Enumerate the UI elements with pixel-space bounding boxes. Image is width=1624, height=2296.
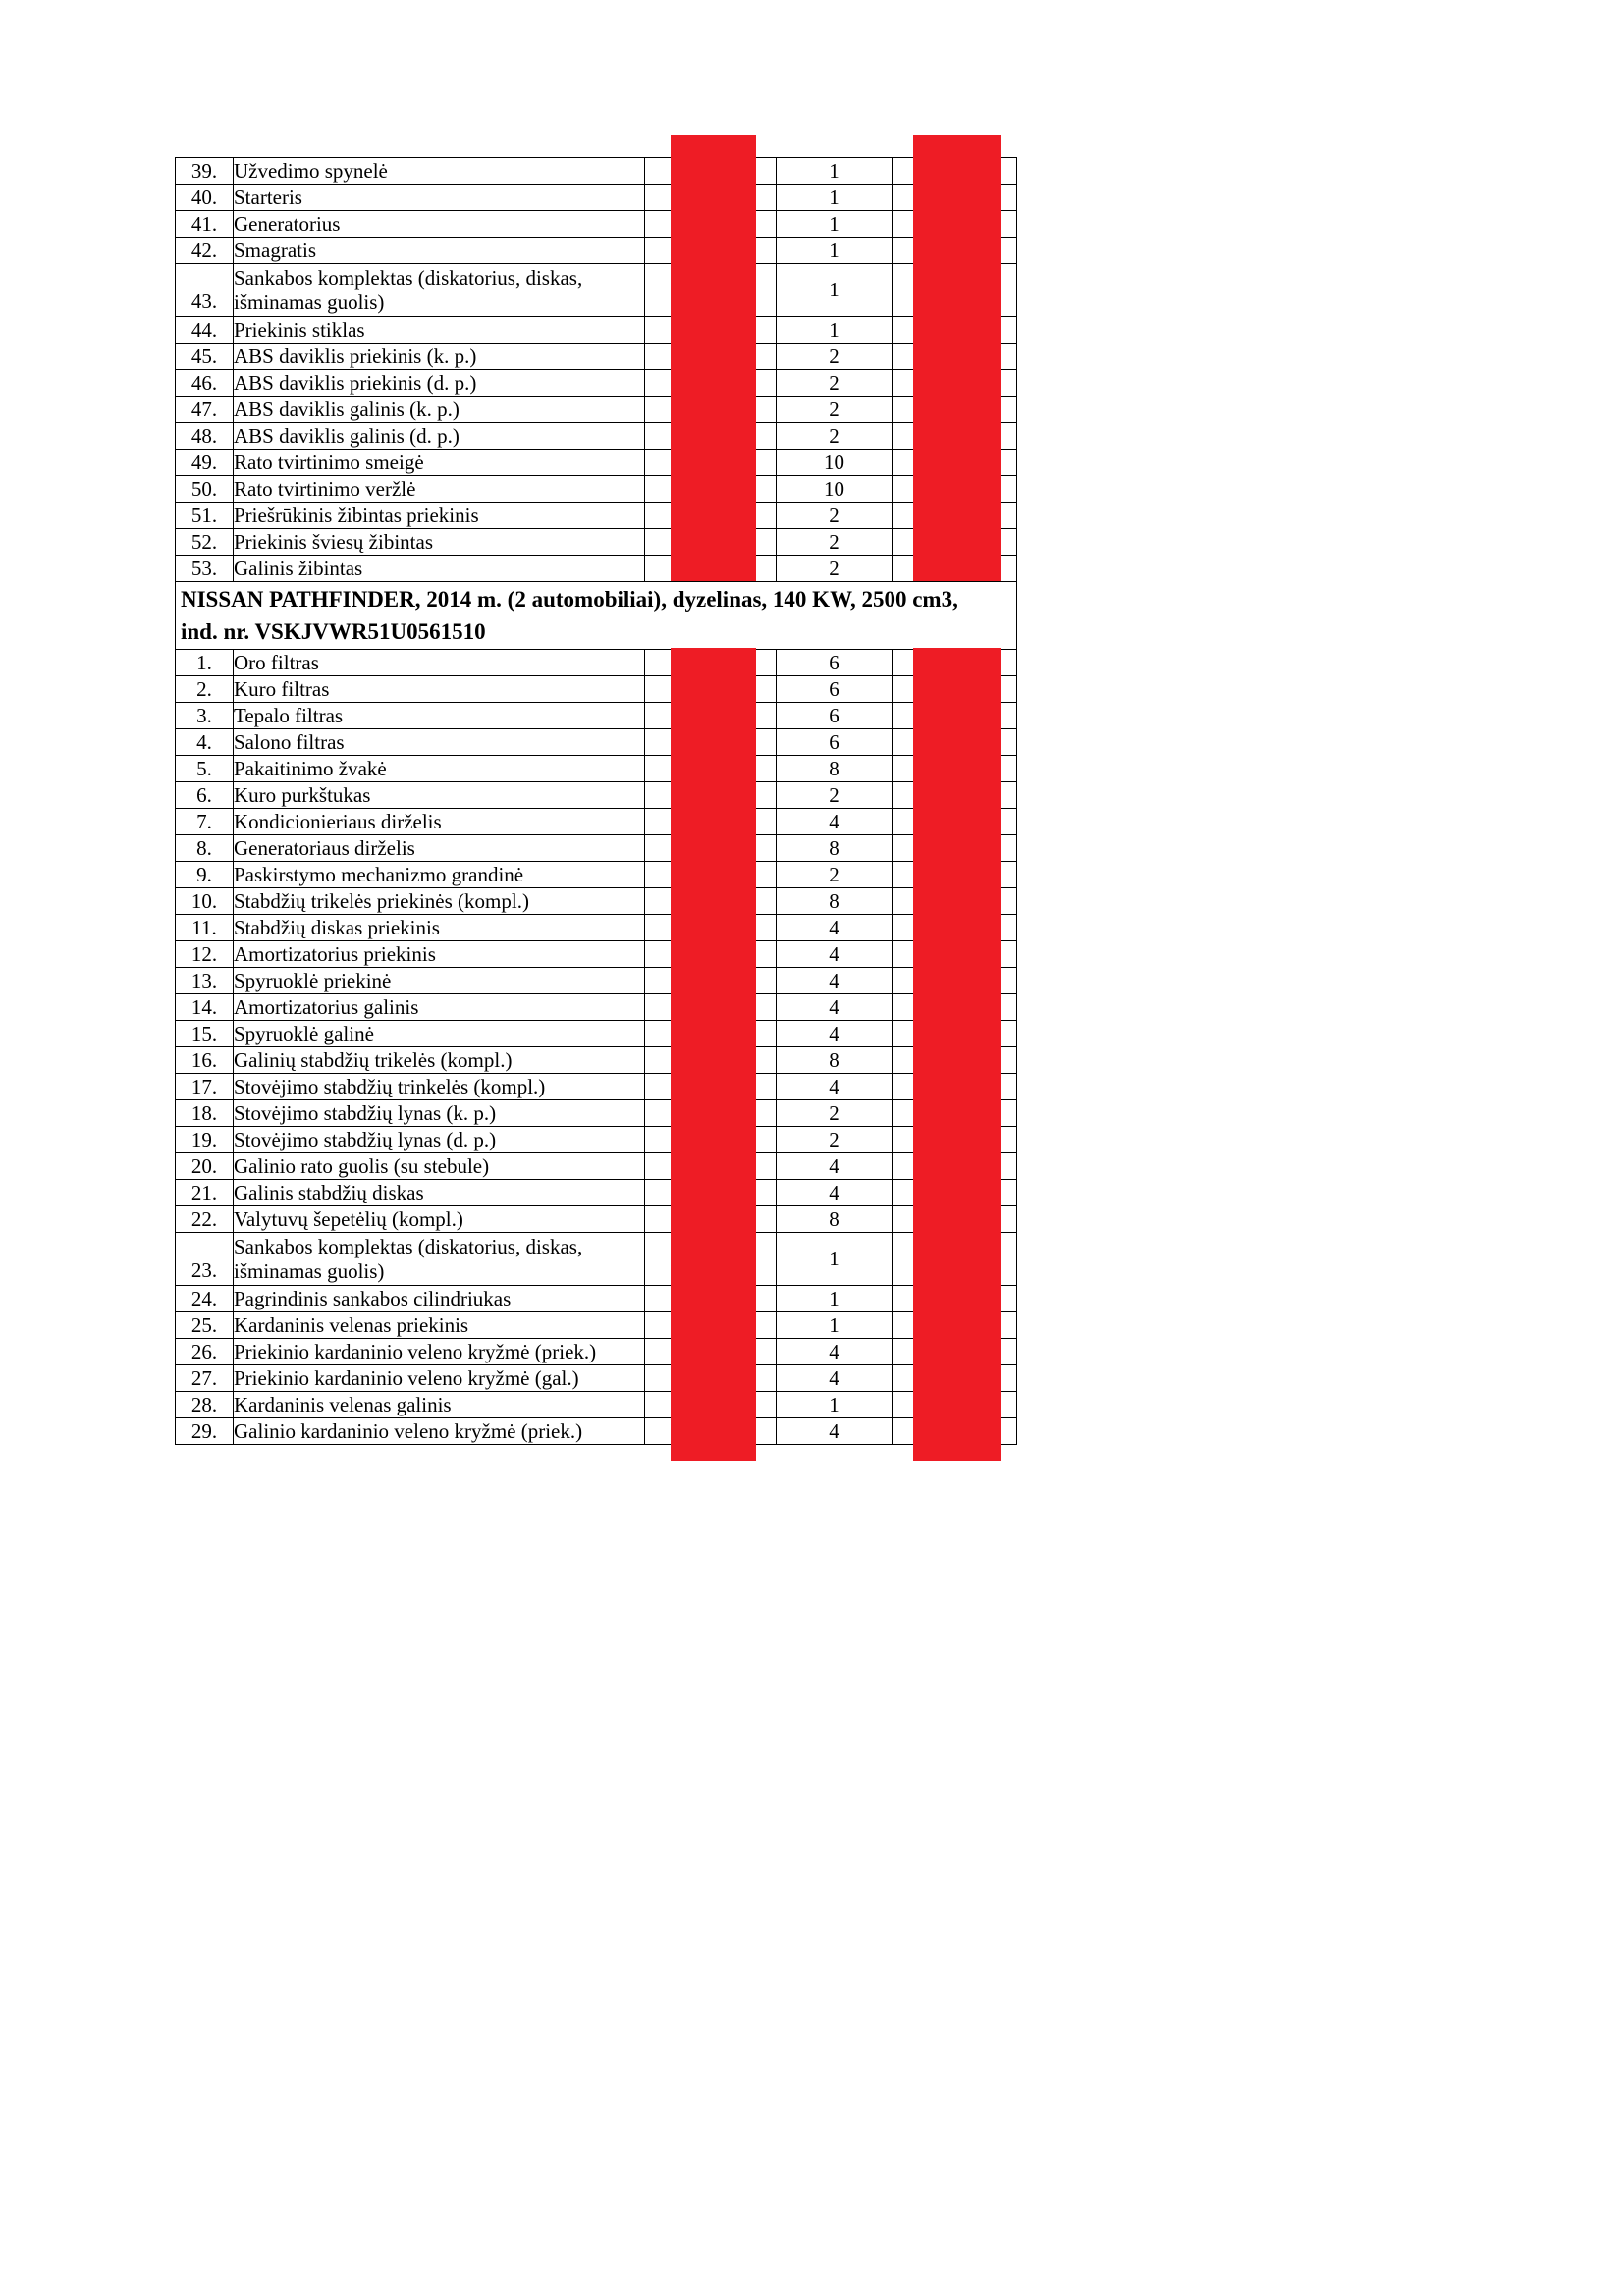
row-number-cell: 50. — [176, 476, 234, 503]
table-row — [176, 915, 1017, 941]
table-row — [176, 423, 1017, 450]
quantity-cell: 6 — [777, 650, 893, 676]
quantity-cell: 8 — [777, 1206, 893, 1233]
row-number-cell: 25. — [176, 1312, 234, 1339]
quantity-cell: 4 — [777, 1180, 893, 1206]
item-name-cell: Pakaitinimo žvakė — [234, 756, 645, 782]
quantity-cell: 2 — [777, 423, 893, 450]
table-row — [176, 503, 1017, 529]
table-row — [176, 1021, 1017, 1047]
item-name-cell: Priešrūkinis žibintas priekinis — [234, 503, 645, 529]
quantity-cell: 4 — [777, 941, 893, 968]
item-name-cell: Generatorius — [234, 211, 645, 238]
quantity-cell: 4 — [777, 1021, 893, 1047]
quantity-cell: 1 — [777, 185, 893, 211]
quantity-cell: 2 — [777, 344, 893, 370]
table-row — [176, 344, 1017, 370]
table-row — [176, 1286, 1017, 1312]
row-number-cell: 13. — [176, 968, 234, 994]
table-row — [176, 703, 1017, 729]
row-number-cell: 20. — [176, 1153, 234, 1180]
row-number-cell: 6. — [176, 782, 234, 809]
section-header-row — [176, 582, 1017, 650]
row-number-cell: 5. — [176, 756, 234, 782]
quantity-cell: 2 — [777, 370, 893, 397]
quantity-cell: 4 — [777, 994, 893, 1021]
row-number-cell: 26. — [176, 1339, 234, 1365]
item-name-cell: Kuro filtras — [234, 676, 645, 703]
table-row — [176, 1047, 1017, 1074]
table-row — [176, 1127, 1017, 1153]
quantity-cell: 1 — [777, 317, 893, 344]
quantity-cell: 6 — [777, 703, 893, 729]
item-name-cell: Kardaninis velenas galinis — [234, 1392, 645, 1418]
row-number-cell: 44. — [176, 317, 234, 344]
table-row — [176, 1206, 1017, 1233]
parts-table-container — [175, 157, 1017, 1445]
redaction-overlay — [913, 135, 1001, 581]
row-number-cell: 45. — [176, 344, 234, 370]
table-row — [176, 888, 1017, 915]
item-name-cell: Stabdžių diskas priekinis — [234, 915, 645, 941]
item-name-cell: Kuro purkštukas — [234, 782, 645, 809]
row-number-cell: 4. — [176, 729, 234, 756]
item-name-cell: Paskirstymo mechanizmo grandinė — [234, 862, 645, 888]
quantity-cell: 1 — [777, 264, 893, 317]
table-row — [176, 317, 1017, 344]
item-name-cell: Amortizatorius priekinis — [234, 941, 645, 968]
quantity-cell: 6 — [777, 729, 893, 756]
item-name-cell: Spyruoklė galinė — [234, 1021, 645, 1047]
table-row — [176, 1153, 1017, 1180]
row-number-cell: 1. — [176, 650, 234, 676]
item-name-cell: Galinio kardaninio veleno kryžmė (priek.) — [234, 1418, 645, 1445]
table-row — [176, 1100, 1017, 1127]
redaction-overlay — [671, 135, 756, 581]
item-name-cell: Sankabos komplektas (diskatorius, diskas, išminamas guolis) — [234, 264, 645, 317]
quantity-cell: 2 — [777, 782, 893, 809]
table-row — [176, 1233, 1017, 1286]
item-name-cell: Galinių stabdžių trikelės (kompl.) — [234, 1047, 645, 1074]
quantity-cell: 6 — [777, 676, 893, 703]
row-number-cell: 39. — [176, 158, 234, 185]
item-name-cell: ABS daviklis galinis (k. p.) — [234, 397, 645, 423]
item-name-cell: Kondicionieriaus dirželis — [234, 809, 645, 835]
item-name-cell: Kardaninis velenas priekinis — [234, 1312, 645, 1339]
row-number-cell: 24. — [176, 1286, 234, 1312]
row-number-cell: 51. — [176, 503, 234, 529]
item-name-cell: Rato tvirtinimo veržlė — [234, 476, 645, 503]
quantity-cell: 1 — [777, 1233, 893, 1286]
table-row — [176, 1074, 1017, 1100]
quantity-cell: 4 — [777, 1074, 893, 1100]
row-number-cell: 52. — [176, 529, 234, 556]
quantity-cell: 10 — [777, 450, 893, 476]
quantity-cell: 2 — [777, 529, 893, 556]
item-name-cell: Priekinio kardaninio veleno kryžmė (gal.) — [234, 1365, 645, 1392]
row-number-cell: 11. — [176, 915, 234, 941]
item-name-cell: Tepalo filtras — [234, 703, 645, 729]
row-number-cell: 28. — [176, 1392, 234, 1418]
item-name-cell: Priekinio kardaninio veleno kryžmė (priek.) — [234, 1339, 645, 1365]
row-number-cell: 46. — [176, 370, 234, 397]
table-row — [176, 994, 1017, 1021]
item-name-cell: Oro filtras — [234, 650, 645, 676]
row-number-cell: 47. — [176, 397, 234, 423]
row-number-cell: 43. — [176, 264, 234, 317]
quantity-cell: 2 — [777, 862, 893, 888]
row-number-cell: 21. — [176, 1180, 234, 1206]
table-row — [176, 1312, 1017, 1339]
row-number-cell: 22. — [176, 1206, 234, 1233]
section-header-cell — [176, 582, 1017, 650]
table-row — [176, 756, 1017, 782]
item-name-cell: Stabdžių trikelės priekinės (kompl.) — [234, 888, 645, 915]
quantity-cell: 4 — [777, 915, 893, 941]
row-number-cell: 15. — [176, 1021, 234, 1047]
row-number-cell: 7. — [176, 809, 234, 835]
row-number-cell: 3. — [176, 703, 234, 729]
quantity-cell: 4 — [777, 1153, 893, 1180]
redaction-overlay — [913, 648, 1001, 1461]
table-row — [176, 782, 1017, 809]
table-row — [176, 650, 1017, 676]
item-name-cell: Stovėjimo stabdžių lynas (d. p.) — [234, 1127, 645, 1153]
row-number-cell: 19. — [176, 1127, 234, 1153]
item-name-cell: Priekinis stiklas — [234, 317, 645, 344]
row-number-cell: 42. — [176, 238, 234, 264]
quantity-cell: 1 — [777, 238, 893, 264]
table-row — [176, 676, 1017, 703]
item-name-cell: Starteris — [234, 185, 645, 211]
section-header-line2: ind. nr. VSKJVWR51U0561510 — [181, 619, 486, 644]
row-number-cell: 12. — [176, 941, 234, 968]
item-name-cell: Priekinis šviesų žibintas — [234, 529, 645, 556]
row-number-cell: 49. — [176, 450, 234, 476]
table-row — [176, 211, 1017, 238]
table-row — [176, 862, 1017, 888]
item-name-cell: Rato tvirtinimo smeigė — [234, 450, 645, 476]
quantity-cell: 2 — [777, 1127, 893, 1153]
quantity-cell: 2 — [777, 556, 893, 582]
row-number-cell: 17. — [176, 1074, 234, 1100]
redaction-overlay — [671, 648, 756, 1461]
table-row — [176, 238, 1017, 264]
row-number-cell: 23. — [176, 1233, 234, 1286]
row-number-cell: 16. — [176, 1047, 234, 1074]
row-number-cell: 2. — [176, 676, 234, 703]
section-header-line1: NISSAN PATHFINDER, 2014 m. (2 automobiliai), dyzelinas, 140 KW, 2500 cm3, — [181, 587, 958, 612]
row-number-cell: 8. — [176, 835, 234, 862]
table-row — [176, 370, 1017, 397]
quantity-cell: 4 — [777, 1365, 893, 1392]
item-name-cell: ABS daviklis priekinis (d. p.) — [234, 370, 645, 397]
item-name-cell: Pagrindinis sankabos cilindriukas — [234, 1286, 645, 1312]
table-row — [176, 809, 1017, 835]
item-name-cell: Galinis žibintas — [234, 556, 645, 582]
quantity-cell: 1 — [777, 1392, 893, 1418]
quantity-cell: 8 — [777, 888, 893, 915]
row-number-cell: 14. — [176, 994, 234, 1021]
table-row — [176, 729, 1017, 756]
row-number-cell: 53. — [176, 556, 234, 582]
quantity-cell: 2 — [777, 1100, 893, 1127]
quantity-cell: 8 — [777, 756, 893, 782]
item-name-cell: Stovėjimo stabdžių lynas (k. p.) — [234, 1100, 645, 1127]
row-number-cell: 10. — [176, 888, 234, 915]
quantity-cell: 1 — [777, 1312, 893, 1339]
table-row — [176, 1418, 1017, 1445]
item-name-cell: Valytuvų šepetėlių (kompl.) — [234, 1206, 645, 1233]
item-name-cell: Salono filtras — [234, 729, 645, 756]
item-name-cell: Sankabos komplektas (diskatorius, diskas, išminamas guolis) — [234, 1233, 645, 1286]
quantity-cell: 8 — [777, 835, 893, 862]
table-row — [176, 1180, 1017, 1206]
quantity-cell: 4 — [777, 809, 893, 835]
quantity-cell: 10 — [777, 476, 893, 503]
table-row — [176, 185, 1017, 211]
item-name-cell: Amortizatorius galinis — [234, 994, 645, 1021]
table-row — [176, 264, 1017, 317]
quantity-cell: 4 — [777, 1418, 893, 1445]
item-name-cell: ABS daviklis priekinis (k. p.) — [234, 344, 645, 370]
table-row — [176, 835, 1017, 862]
table-row — [176, 1365, 1017, 1392]
row-number-cell: 40. — [176, 185, 234, 211]
item-name-cell: Galinio rato guolis (su stebule) — [234, 1153, 645, 1180]
table-row — [176, 941, 1017, 968]
item-name-cell: ABS daviklis galinis (d. p.) — [234, 423, 645, 450]
row-number-cell: 27. — [176, 1365, 234, 1392]
item-name-cell: Spyruoklė priekinė — [234, 968, 645, 994]
item-name-cell: Generatoriaus dirželis — [234, 835, 645, 862]
parts-table — [175, 157, 1017, 1445]
row-number-cell: 41. — [176, 211, 234, 238]
row-number-cell: 18. — [176, 1100, 234, 1127]
item-name-cell: Smagratis — [234, 238, 645, 264]
quantity-cell: 4 — [777, 968, 893, 994]
table-row — [176, 1339, 1017, 1365]
row-number-cell: 48. — [176, 423, 234, 450]
item-name-cell: Galinis stabdžių diskas — [234, 1180, 645, 1206]
quantity-cell: 2 — [777, 503, 893, 529]
table-row — [176, 556, 1017, 582]
item-name-cell: Užvedimo spynelė — [234, 158, 645, 185]
table-row — [176, 529, 1017, 556]
row-number-cell: 9. — [176, 862, 234, 888]
table-row — [176, 968, 1017, 994]
item-name-cell: Stovėjimo stabdžių trinkelės (kompl.) — [234, 1074, 645, 1100]
row-number-cell: 29. — [176, 1418, 234, 1445]
quantity-cell: 1 — [777, 1286, 893, 1312]
quantity-cell: 8 — [777, 1047, 893, 1074]
quantity-cell: 2 — [777, 397, 893, 423]
quantity-cell: 1 — [777, 211, 893, 238]
table-row — [176, 158, 1017, 185]
table-row — [176, 476, 1017, 503]
table-row — [176, 450, 1017, 476]
table-row — [176, 1392, 1017, 1418]
quantity-cell: 4 — [777, 1339, 893, 1365]
quantity-cell: 1 — [777, 158, 893, 185]
table-row — [176, 397, 1017, 423]
